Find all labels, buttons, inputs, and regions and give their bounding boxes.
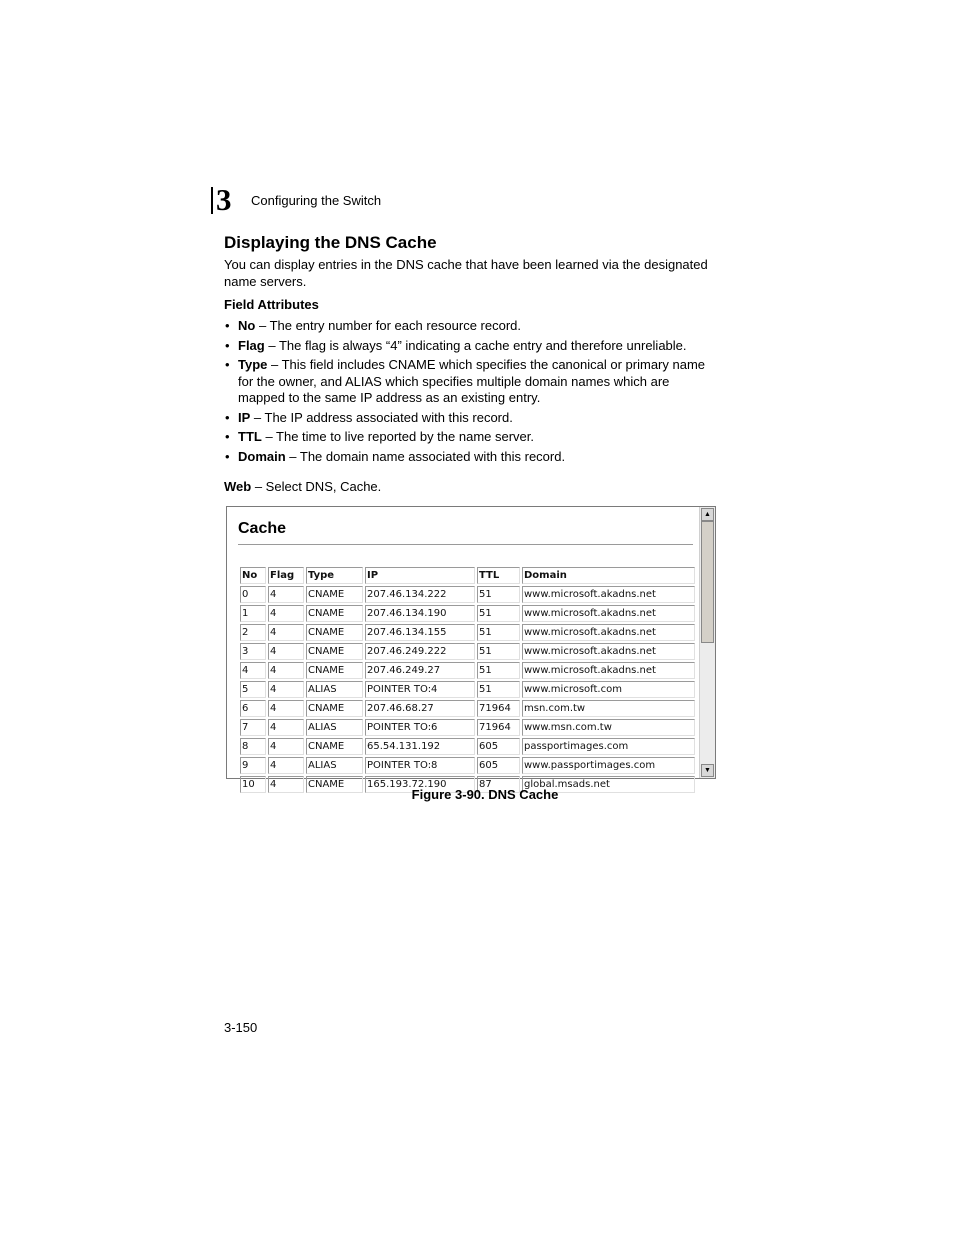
bullet-icon: • xyxy=(225,357,230,372)
cell-ip: 65.54.131.192 xyxy=(365,738,475,755)
web-label: Web xyxy=(224,479,252,494)
cell-ttl: 51 xyxy=(477,662,520,679)
cell-ip: POINTER TO:6 xyxy=(365,719,475,736)
cell-ip: 207.46.68.27 xyxy=(365,700,475,717)
intro-paragraph: You can display entries in the DNS cache that have been learned via the designated name servers. xyxy=(224,257,708,289)
table-row xyxy=(240,681,695,698)
cell-no: 3 xyxy=(240,643,266,660)
field-term: Flag xyxy=(238,337,265,353)
chapter-number-badge xyxy=(211,182,239,217)
section-title: Displaying the DNS Cache xyxy=(224,233,437,252)
field-term: IP xyxy=(238,409,251,425)
table-row xyxy=(240,643,695,660)
scrollbar-thumb[interactable] xyxy=(701,521,714,643)
cell-no: 9 xyxy=(240,757,266,774)
cell-ip: 207.46.249.222 xyxy=(365,643,475,660)
cell-type: CNAME xyxy=(306,605,363,622)
table-row xyxy=(240,662,695,679)
cell-ip: 207.46.134.155 xyxy=(365,624,475,641)
cell-ip: 207.46.249.27 xyxy=(365,662,475,679)
cell-type: CNAME xyxy=(306,586,363,603)
cell-type: CNAME xyxy=(306,700,363,717)
scroll-up-arrow-icon[interactable]: ▲ xyxy=(701,508,714,521)
cell-domain: www.microsoft.com xyxy=(522,681,695,698)
cell-domain: www.microsoft.akadns.net xyxy=(522,605,695,622)
cell-domain: www.msn.com.tw xyxy=(522,719,695,736)
cell-ttl: 87 xyxy=(477,776,520,793)
page-number: 3-150 xyxy=(224,1020,258,1035)
cell-flag: 4 xyxy=(268,681,304,698)
column-header-ttl: TTL xyxy=(477,567,520,584)
cell-no: 6 xyxy=(240,700,266,717)
cell-flag: 4 xyxy=(268,643,304,660)
field-attributes-heading: Field Attributes xyxy=(224,297,319,312)
table-row xyxy=(240,624,695,641)
table-row xyxy=(240,586,695,603)
cell-type: CNAME xyxy=(306,624,363,641)
cell-type: CNAME xyxy=(306,643,363,660)
cell-no: 2 xyxy=(240,624,266,641)
cell-domain: www.microsoft.akadns.net xyxy=(522,586,695,603)
cell-type: ALIAS xyxy=(306,681,363,698)
cell-ttl: 605 xyxy=(477,757,520,774)
cell-ip: 207.46.134.222 xyxy=(365,586,475,603)
field-attribute-item xyxy=(224,318,719,335)
chapter-bar xyxy=(211,187,213,214)
table-header-row xyxy=(240,567,695,584)
column-header-flag: Flag xyxy=(268,567,304,584)
cell-type: CNAME xyxy=(306,738,363,755)
field-attributes-list xyxy=(224,318,719,468)
cell-no: 1 xyxy=(240,605,266,622)
scroll-down-arrow-icon[interactable]: ▼ xyxy=(701,764,714,777)
bullet-icon: • xyxy=(225,448,230,464)
cell-type: ALIAS xyxy=(306,719,363,736)
cell-no: 0 xyxy=(240,586,266,603)
field-term: TTL xyxy=(238,429,262,444)
field-description: – The flag is always “4” indicating a cache entry and therefore unreliable. xyxy=(264,337,687,353)
bullet-icon: • xyxy=(225,337,230,353)
figure-caption: Figure 3-90. DNS Cache xyxy=(411,787,559,802)
cell-flag: 4 xyxy=(268,586,304,603)
cell-type: CNAME xyxy=(306,662,363,679)
cell-no: 4 xyxy=(240,662,266,679)
running-head: Configuring the Switch xyxy=(251,193,382,208)
dns-cache-table xyxy=(238,565,697,795)
field-description: – The entry number for each resource record. xyxy=(255,318,522,333)
title-divider xyxy=(238,544,693,545)
cell-no: 7 xyxy=(240,719,266,736)
cell-domain: passportimages.com xyxy=(522,738,695,755)
column-header-ip: IP xyxy=(365,567,475,584)
table-row xyxy=(240,738,695,755)
cell-domain: www.microsoft.akadns.net xyxy=(522,643,695,660)
cell-flag: 4 xyxy=(268,624,304,641)
field-attribute-item xyxy=(224,338,719,355)
cell-ttl: 71964 xyxy=(477,700,520,717)
web-text: – Select DNS, Cache. xyxy=(251,479,382,494)
column-header-domain: Domain xyxy=(522,567,695,584)
column-header-no: No xyxy=(240,567,266,584)
cell-type: CNAME xyxy=(306,776,363,793)
cell-flag: 4 xyxy=(268,700,304,717)
cell-ip: POINTER TO:8 xyxy=(365,757,475,774)
cell-no: 5 xyxy=(240,681,266,698)
field-description: – The IP address associated with this record. xyxy=(250,409,513,425)
bullet-icon: • xyxy=(225,409,230,425)
cell-ttl: 51 xyxy=(477,624,520,641)
field-description: – The time to live reported by the name server. xyxy=(261,429,535,444)
cache-panel xyxy=(227,507,699,790)
cell-ip: 165.193.72.190 xyxy=(365,776,475,793)
field-attribute-item xyxy=(224,410,719,427)
table-row xyxy=(240,757,695,774)
field-description: – The domain name associated with this record. xyxy=(285,448,566,464)
cell-no: 10 xyxy=(240,776,266,793)
cell-domain: www.microsoft.akadns.net xyxy=(522,662,695,679)
cell-domain: www.microsoft.akadns.net xyxy=(522,624,695,641)
table-row xyxy=(240,605,695,622)
cell-ip: 207.46.134.190 xyxy=(365,605,475,622)
field-attribute-item xyxy=(224,429,719,446)
cell-flag: 4 xyxy=(268,776,304,793)
field-attribute-item xyxy=(224,357,719,407)
cache-panel-title: Cache xyxy=(238,520,287,537)
field-term: Domain xyxy=(238,448,286,464)
cell-domain: www.passportimages.com xyxy=(522,757,695,774)
cell-ttl: 51 xyxy=(477,586,520,603)
cell-ip: POINTER TO:4 xyxy=(365,681,475,698)
cell-ttl: 51 xyxy=(477,681,520,698)
cell-flag: 4 xyxy=(268,605,304,622)
cell-flag: 4 xyxy=(268,719,304,736)
bullet-icon: • xyxy=(225,429,230,444)
field-term: Type xyxy=(238,357,268,372)
vertical-scrollbar[interactable] xyxy=(699,507,715,778)
cell-domain: msn.com.tw xyxy=(522,700,695,717)
table-row xyxy=(240,700,695,717)
cell-flag: 4 xyxy=(268,757,304,774)
web-instruction xyxy=(224,479,381,494)
cell-type: ALIAS xyxy=(306,757,363,774)
cell-ttl: 605 xyxy=(477,738,520,755)
bullet-icon: • xyxy=(225,318,230,333)
cell-no: 8 xyxy=(240,738,266,755)
cell-flag: 4 xyxy=(268,738,304,755)
chapter-number: 3 xyxy=(216,182,232,217)
field-attribute-item xyxy=(224,449,719,466)
cell-flag: 4 xyxy=(268,662,304,679)
field-term: No xyxy=(238,318,256,333)
column-header-type: Type xyxy=(306,567,363,584)
cell-ttl: 71964 xyxy=(477,719,520,736)
table-row xyxy=(240,719,695,736)
field-description: – This field includes CNAME which specifies the canonical or primary name for the owner, and ALIAS which specifies multiple domain names which are mapped to the same IP address as an existing entry. xyxy=(238,357,706,405)
cell-ttl: 51 xyxy=(477,643,520,660)
cell-domain: global.msads.net xyxy=(522,776,695,793)
dns-cache-screenshot xyxy=(226,506,716,790)
cell-ttl: 51 xyxy=(477,605,520,622)
